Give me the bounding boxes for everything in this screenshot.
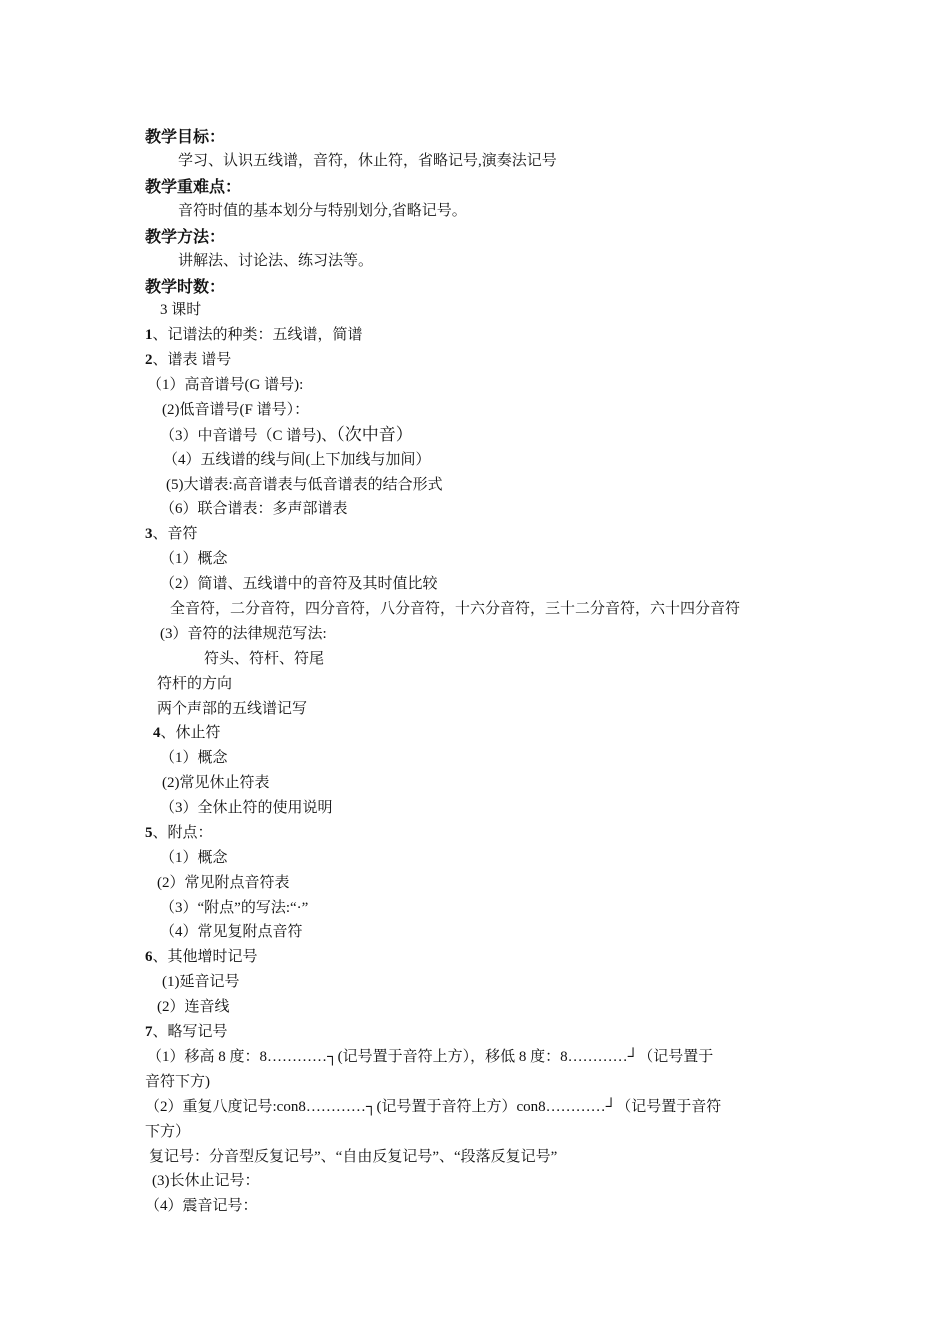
section-2-title: 、谱表 谱号 — [152, 352, 232, 368]
section-5-number: 5 — [145, 825, 153, 841]
section-7-item-3: (3)长休止记号： — [152, 1173, 260, 1189]
section-3-title: 、音符 — [152, 526, 198, 542]
section-5-item-2: (2）常见附点音符表 — [157, 875, 290, 891]
section-1-number: 1 — [145, 327, 153, 343]
section-1-heading — [145, 324, 363, 346]
section-7-repeat-signs: 复记号：分音型反复记号”、“自由反复记号”、“段落反复记号” — [149, 1149, 558, 1165]
section-7-item-2-line-1: （2）重复八度记号:con8…………┐(记号置于音符上方）con8…………┘（记号置于音符 — [145, 1099, 722, 1115]
section-7-title: 、略写记号 — [152, 1024, 228, 1040]
section-2-item-2: (2)低音谱号(F 谱号）： — [162, 402, 310, 418]
section-2-item-4: （4）五线谱的线与间(上下加线与加间） — [163, 452, 431, 468]
section-4-item-2: (2)常见休止符表 — [162, 775, 270, 791]
section-3-item-2-detail: 全音符，二分音符，四分音符，八分音符，十六分音符，三十二分音符，六十四分音符 — [170, 601, 741, 617]
section-3-item-3-a: 符头、符杆、符尾 — [204, 651, 325, 667]
section-6-item-2: (2）连音线 — [157, 999, 230, 1015]
section-4-item-3: （3）全休止符的使用说明 — [160, 800, 333, 816]
section-3-number: 3 — [145, 526, 153, 542]
goal-heading: 教学目标： — [145, 127, 226, 146]
goal-text: 学习、认识五线谱，音符，休止符，省略记号,演奏法记号 — [178, 153, 557, 169]
section-7-item-4: （4）震音记号： — [145, 1198, 258, 1214]
section-3-item-1: （1）概念 — [160, 551, 228, 567]
section-6-title: 、其他增时记号 — [152, 949, 258, 965]
section-2-heading — [145, 349, 231, 371]
section-1-title: 、记谱法的种类：五线谱，简谱 — [152, 327, 363, 343]
section-5-title: 、附点： — [152, 825, 213, 841]
key-text: 音符时值的基本划分与特别划分,省略记号。 — [178, 203, 467, 219]
section-7-item-2-line-2: 下方） — [145, 1124, 191, 1140]
section-2-item-1: （1）高音谱号(G 谱号): — [147, 377, 304, 393]
section-3-item-3-b: 符杆的方向 — [157, 676, 233, 692]
section-7-item-1-line-1: （1）移高 8 度：8…………┐(记号置于音符上方），移低 8 度：8…………┘（记号置于 — [147, 1049, 714, 1065]
section-7-item-1-line-2: 音符下方) — [145, 1074, 210, 1090]
section-4-title: 、休止符 — [160, 725, 221, 741]
section-4-item-1: （1）概念 — [160, 750, 228, 766]
section-6-item-1: (1)延音记号 — [162, 974, 240, 990]
section-2-item-3 — [160, 424, 413, 447]
section-4-number: 4 — [153, 725, 161, 741]
section-5-item-3: （3）“附点”的写法:“·” — [160, 900, 309, 916]
section-3-item-2: （2）简谱、五线谱中的音符及其时值比较 — [160, 576, 438, 592]
section-5-item-1: （1）概念 — [160, 850, 228, 866]
section-5-heading — [145, 822, 213, 844]
method-heading: 教学方法： — [145, 227, 226, 246]
section-6-number: 6 — [145, 949, 153, 965]
section-3-item-3: (3）音符的法律规范写法: — [160, 626, 327, 642]
section-6-heading — [145, 946, 258, 968]
section-2-number: 2 — [145, 352, 153, 368]
section-3-item-3-c: 两个声部的五线谱记写 — [157, 701, 308, 717]
section-3-heading — [145, 523, 198, 545]
section-4-heading — [153, 722, 221, 744]
section-2-item-3-text: （3）中音谱号（C 谱号)、 — [160, 428, 337, 444]
section-2-item-3-note: （次中音） — [336, 425, 413, 444]
hours-text: 3 课时 — [160, 302, 202, 318]
method-text: 讲解法、讨论法、练习法等。 — [178, 253, 374, 269]
section-2-item-5: (5)大谱表:高音谱表与低音谱表的结合形式 — [166, 477, 443, 493]
section-5-item-4: （4）常见复附点音符 — [160, 924, 303, 940]
section-7-heading — [145, 1021, 228, 1043]
section-2-item-6: （6）联合谱表：多声部谱表 — [160, 501, 348, 517]
hours-heading: 教学时数： — [145, 277, 226, 296]
key-heading: 教学重难点： — [145, 177, 242, 196]
section-7-number: 7 — [145, 1024, 153, 1040]
